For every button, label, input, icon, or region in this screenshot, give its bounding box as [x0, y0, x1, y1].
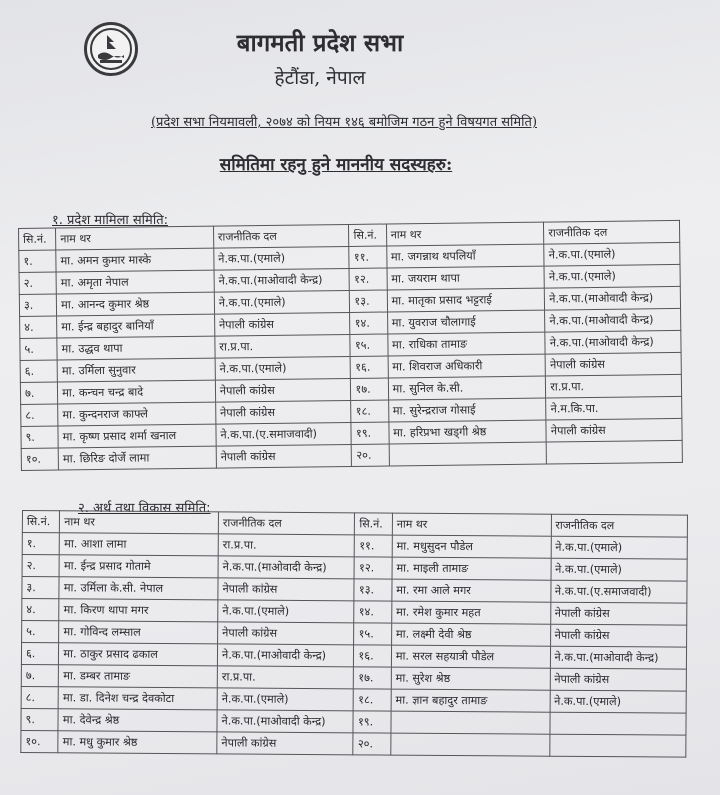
column-header-party: राजनीतिक दल	[544, 220, 680, 244]
member-name	[389, 442, 547, 466]
column-header-sn: सि.नं.	[19, 228, 56, 250]
serial-number: ८.	[21, 404, 58, 426]
member-name: मा. उर्मिला सुनुवार	[57, 358, 215, 382]
member-party	[546, 440, 682, 464]
member-party: नेपाली कांग्रेस	[214, 312, 350, 336]
table-row	[21, 730, 686, 757]
serial-number: १९.	[351, 422, 388, 444]
member-name: मा. अमृता नेपाल	[56, 270, 214, 294]
member-party: ने.क.पा.(ए.समाजवादी)	[216, 422, 352, 446]
serial-number: ६.	[21, 643, 59, 665]
serial-number: ५.	[22, 621, 60, 643]
serial-number: ११.	[349, 246, 386, 268]
column-header-sn: सि.नं.	[355, 513, 393, 535]
member-name: मा. कन्चन चन्द्र बादे	[58, 380, 216, 404]
member-name: मा. सुरेन्द्रराज गोसाई	[388, 398, 546, 422]
serial-number: ६.	[20, 360, 57, 382]
member-name: मा. छिरिङ दोर्जे लामा	[58, 446, 216, 470]
serial-number: २०.	[353, 733, 391, 755]
serial-number: ४.	[22, 599, 60, 621]
member-party: ने.क.पा.(ए.समाजवादी)	[550, 580, 687, 603]
committee-title: २. अर्थ तथा विकास समिति:	[78, 501, 211, 516]
member-name	[391, 733, 550, 756]
member-party: नेपाली कांग्रेस	[546, 418, 682, 442]
member-party: रा.प्र.पा.	[215, 334, 351, 358]
serial-number: १५.	[350, 334, 387, 356]
member-name: मा. सुरेश श्रेष्ठ	[391, 667, 550, 690]
member-party: नेपाली कांग्रेस	[550, 668, 687, 691]
serial-number: ८.	[21, 686, 59, 708]
serial-number: २.	[19, 272, 56, 294]
column-header-name: नाम थर	[386, 222, 544, 246]
member-name: मा. युवराज चौलागाई	[387, 310, 545, 334]
member-name: मा. उर्मिला के.सी. नेपाल	[59, 577, 218, 600]
member-party: ने.क.पा.(एमाले)	[218, 600, 355, 623]
member-party	[549, 734, 686, 757]
serial-number: ७.	[20, 382, 57, 404]
serial-number: ३.	[19, 294, 56, 316]
member-party: ने.क.पा.(माओवादी केन्द्र)	[214, 268, 350, 292]
member-party: ने.क.पा.(एमाले)	[550, 690, 687, 713]
column-header-sn: सि.नं.	[349, 224, 386, 246]
member-name: मा. जगन्नाथ थपलियाँ	[386, 244, 544, 268]
serial-number: ३.	[22, 577, 60, 599]
member-name: मा. मातृका प्रसाद भट्टराई	[387, 288, 545, 312]
member-name: मा. जयराम थापा	[387, 266, 545, 290]
member-name: मा. अमन कुमार मास्के	[56, 248, 214, 272]
column-header-party: राजनीतिक दल	[213, 224, 349, 248]
serial-number: ५.	[20, 338, 57, 360]
member-party: ने.क.पा.(एमाले)	[217, 688, 354, 711]
member-name: मा. डा. दिनेश चन्द्र देवकोटा	[59, 687, 218, 710]
serial-number: १६.	[351, 356, 388, 378]
member-name: मा. हरिप्रभा खड्गी श्रेष्ठ	[389, 420, 547, 444]
column-header-party: राजनीतिक दल	[551, 514, 688, 537]
committee-title: १. प्रदेश मामिला समिति:	[52, 213, 168, 228]
member-party: ने.क.पा.(माओवादी केन्द्र)	[545, 330, 681, 354]
member-party: नेपाली कांग्रेस	[218, 622, 355, 645]
member-party: ने.क.पा.(एमाले)	[215, 356, 351, 380]
member-name: मा. मधुसुदन पौडेल	[392, 535, 551, 558]
members-heading: समितिमा रहनु हुने माननीय सदस्यहरु:	[219, 155, 453, 175]
member-party: नेपाली कांग्रेस	[550, 602, 687, 625]
member-name: मा. लक्ष्मी देवी श्रेष्ठ	[391, 623, 550, 646]
member-name: मा. आनन्द कुमार श्रेष्ठ	[56, 292, 214, 316]
serial-number: १९.	[353, 711, 391, 733]
member-party: ने.क.पा.(माओवादी केन्द्र)	[218, 556, 355, 579]
member-name: मा. ज्ञान बहादुर तामाङ	[391, 689, 550, 712]
member-party: ने.क.पा.(एमाले)	[214, 246, 350, 270]
member-party: ने.म.कि.पा.	[546, 396, 682, 420]
member-name: मा. गोविन्द लम्साल	[59, 621, 218, 644]
member-name: मा. उद्धव थापा	[57, 336, 215, 360]
member-party: रा.प्र.पा.	[217, 666, 354, 689]
member-name: मा. डम्बर तामाङ	[59, 665, 218, 688]
member-party: ने.क.पा.(माओवादी केन्द्र)	[545, 308, 681, 332]
member-name: मा. ईन्द्र प्रसाद गोतामे	[59, 555, 218, 578]
member-name: मा. कृष्ण प्रसाद शर्मा खनाल	[58, 424, 216, 448]
serial-number: १.	[22, 533, 60, 555]
member-party: ने.क.पा.(माओवादी केन्द्र)	[217, 710, 354, 733]
member-party: नेपाली कांग्रेस	[216, 444, 352, 468]
serial-number: १४.	[354, 601, 392, 623]
column-header-party: राजनीतिक दल	[218, 512, 355, 535]
member-name: मा. रमा आले मगर	[392, 579, 551, 602]
column-header-name: नाम थर	[56, 226, 214, 250]
member-name: मा. शिवराज अधिकारी	[388, 354, 546, 378]
serial-number: १३.	[350, 290, 387, 312]
serial-number: १२.	[349, 268, 386, 290]
member-party: ने.क.पा.(माओवादी केन्द्र)	[550, 646, 687, 669]
column-header-sn: सि.नं.	[22, 511, 60, 533]
member-party: नेपाली कांग्रेस	[217, 732, 354, 755]
serial-number: १०.	[21, 730, 59, 752]
member-party: रा.प्र.पा.	[546, 374, 682, 398]
member-party: ने.क.पा.(माओवादी केन्द्र)	[217, 644, 354, 667]
member-party: नेपाली कांग्रेस	[218, 578, 355, 601]
serial-number: ११.	[355, 535, 393, 557]
serial-number: २०.	[352, 444, 389, 466]
serial-number: ४.	[20, 316, 57, 338]
page-subtitle: हेटौंडा, नेपाल	[274, 67, 366, 89]
member-party: नेपाली कांग्रेस	[216, 400, 352, 424]
member-party: रा.प्र.पा.	[218, 534, 355, 557]
serial-number: १७.	[354, 667, 392, 689]
serial-number: १७.	[351, 378, 388, 400]
rule-note: (प्रदेश सभा नियमावली, २०७४ को नियम १४६ बमोजिम गठन हुने विषयगत समिति)	[150, 115, 538, 130]
serial-number: ९.	[21, 426, 58, 448]
member-name: मा. कुन्दनराज काफ्ले	[58, 402, 216, 426]
column-header-name: नाम थर	[60, 511, 219, 534]
column-header-name: नाम थर	[392, 513, 551, 536]
member-name: मा. रमेश कुमार महत	[392, 601, 551, 624]
serial-number: १४.	[350, 312, 387, 334]
serial-number: १८.	[351, 400, 388, 422]
member-party	[549, 712, 686, 735]
member-party: ने.क.पा.(माओवादी केन्द्र)	[545, 286, 681, 310]
member-name: मा. किरण थापा मगर	[59, 599, 218, 622]
member-name: मा. आशा लामा	[60, 533, 219, 556]
member-party: ने.क.पा.(एमाले)	[544, 264, 680, 288]
page-title: बागमती प्रदेश सभा	[236, 28, 404, 57]
member-name: मा. सरल सहयात्री पौडेल	[391, 645, 550, 668]
serial-number: २.	[22, 555, 60, 577]
member-party: ने.क.पा.(एमाले)	[551, 536, 688, 559]
member-name: मा. माइली तामाङ	[392, 557, 551, 580]
serial-number: १३.	[354, 579, 392, 601]
committee-table	[18, 220, 683, 471]
member-party: ने.क.पा.(एमाले)	[551, 558, 688, 581]
member-party: ने.क.पा.(एमाले)	[544, 242, 680, 266]
serial-number: ९.	[21, 708, 59, 730]
member-name: मा. ईन्द्र बहादुर बानियाँ	[57, 314, 215, 338]
member-name: मा. देवेन्द्र श्रेष्ठ	[58, 709, 217, 732]
member-name: मा. मधु कुमार श्रेष्ठ	[58, 731, 217, 754]
member-party: ने.क.पा.(एमाले)	[214, 290, 350, 314]
member-name: मा. सुनिल के.सी.	[388, 376, 546, 400]
member-name: मा. ठाकुर प्रसाद ढकाल	[59, 643, 218, 666]
serial-number: १५.	[354, 623, 392, 645]
serial-number: १८.	[354, 689, 392, 711]
committee-table	[20, 510, 688, 758]
serial-number: ७.	[21, 664, 59, 686]
member-name: मा. राधिका तामाङ	[387, 332, 545, 356]
serial-number: १६.	[354, 645, 392, 667]
member-name	[391, 711, 550, 734]
serial-number: १.	[19, 250, 56, 272]
member-party: नेपाली कांग्रेस	[545, 352, 681, 376]
serial-number: १०.	[21, 448, 58, 470]
member-party: नेपाली कांग्रेस	[215, 378, 351, 402]
serial-number: १२.	[354, 557, 392, 579]
member-party: नेपाली कांग्रेस	[550, 624, 687, 647]
